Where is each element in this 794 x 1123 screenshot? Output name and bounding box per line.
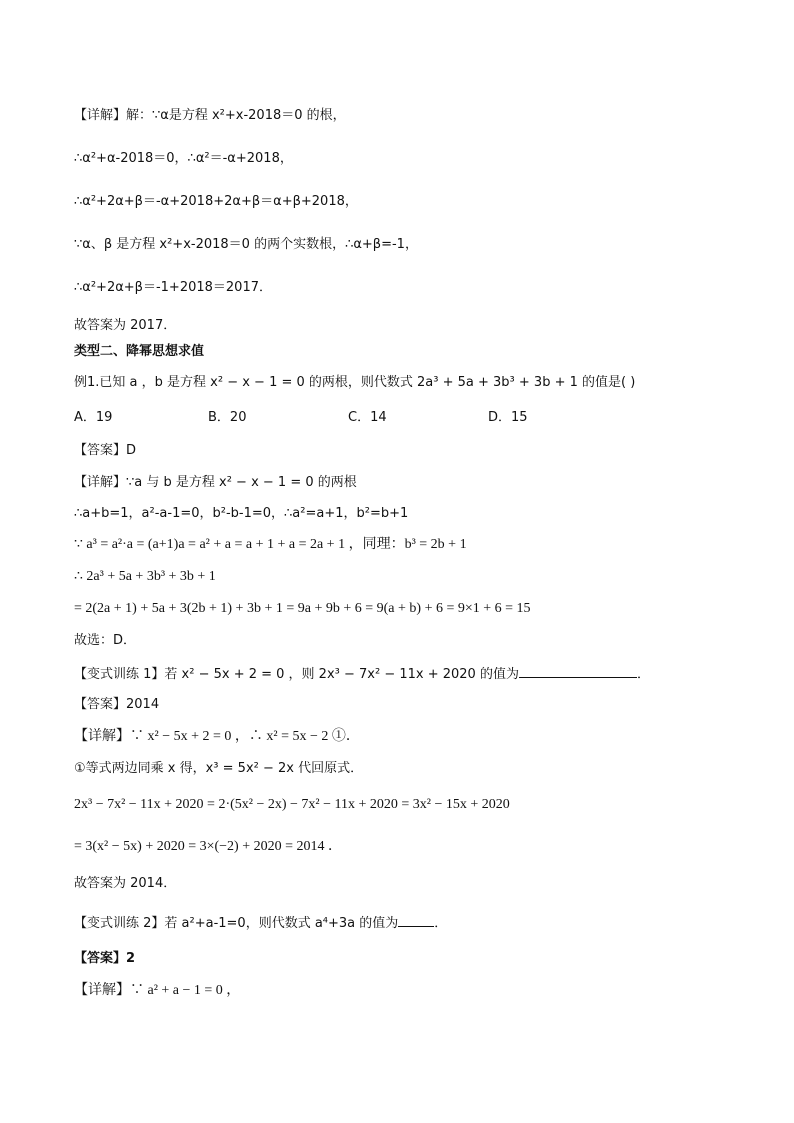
detail-v1-2: ①等式两边同乘 x 得，x³ = 5x² − 2x 代回原式． <box>74 761 364 776</box>
variant-2-text: 【变式训练 2】若 a²+a-1=0，则代数式 a⁴+3a 的值为 <box>74 916 399 931</box>
detail-v1-4: = 3(x² − 5x) + 2020 = 3×(−2) + 2020 = 2014 ． <box>74 839 343 854</box>
option-a: A．19 <box>74 410 113 425</box>
option-d: D．15 <box>488 410 528 425</box>
detail-v1-1: 【详解】∵ x² − 5x + 2 = 0 ，∴ x² = 5x − 2 ①． <box>74 729 360 744</box>
answer-blank-2 <box>398 914 434 927</box>
answer-label-3: 【答案】2 <box>74 951 136 966</box>
variant-2-end: ． <box>434 916 448 931</box>
detail-ex1-1: 【详解】∵a 与 b 是方程 x² − x − 1 = 0 的两根 <box>74 475 357 490</box>
answer-line: 故答案为 2017． <box>74 318 177 333</box>
detail-line-3: ∴α²+2α+β＝-α+2018+2α+β＝α+β+2018， <box>74 194 358 209</box>
detail-ex1-3: ∵ a³ = a²·a = (a+1)a = a² + a = a + 1 + a = 2a + 1 ，同理：b³ = 2b + 1 <box>74 537 467 552</box>
detail-ex1-4: ∴ 2a³ + 5a + 3b³ + 3b + 1 <box>74 569 216 584</box>
detail-line-1: 【详解】解：∵α是方程 x²+x-2018＝0 的根， <box>74 108 346 123</box>
detail-ex1-5: = 2(2a + 1) + 5a + 3(2b + 1) + 3b + 1 = 9a + 9b + 6 = 9(a + b) + 6 = 9×1 + 6 = 15 <box>74 601 531 616</box>
variant-2-question <box>74 914 447 932</box>
answer-blank <box>519 665 637 678</box>
variant-1-text: 【变式训练 1】若 x² − 5x + 2 = 0 ，则 2x³ − 7x² − 11x + 2020 的值为 <box>74 667 519 682</box>
detail-line-2: ∴α²+α-2018＝0，∴α²＝-α+2018， <box>74 151 293 166</box>
detail-v1-3: 2x³ − 7x² − 11x + 2020 = 2·(5x² − 2x) − 7x² − 11x + 2020 = 3x² − 15x + 2020 <box>74 797 510 812</box>
variant-1-question <box>74 665 650 683</box>
example-question: 例1.已知 a ，b 是方程 x² − x − 1 = 0 的两根，则代数式 2a³ + 5a + 3b³ + 3b + 1 的值是( ) <box>74 375 636 390</box>
option-c: C．14 <box>348 410 387 425</box>
variant-1-end: ． <box>636 667 650 682</box>
detail-ex1-2: ∴a+b=1，a²-a-1=0，b²-b-1=0，∴a²=a+1，b²=b+1 <box>74 506 409 521</box>
detail-line-5: ∴α²+2α+β＝-1+2018＝2017． <box>74 280 272 295</box>
section-heading: 类型二、降幂思想求值 <box>74 344 205 359</box>
detail-line-4: ∵α、β 是方程 x²+x-2018＝0 的两个实数根，∴α+β=-1， <box>74 237 418 252</box>
answer-label-2: 【答案】2014 <box>74 697 160 712</box>
answer-label: 【答案】D <box>74 443 137 458</box>
answer-line-2: 故答案为 2014． <box>74 876 177 891</box>
choose-line: 故选：D． <box>74 633 137 648</box>
detail-v2-1: 【详解】∵ a² + a − 1 = 0 ， <box>74 983 241 998</box>
option-b: B．20 <box>208 410 247 425</box>
